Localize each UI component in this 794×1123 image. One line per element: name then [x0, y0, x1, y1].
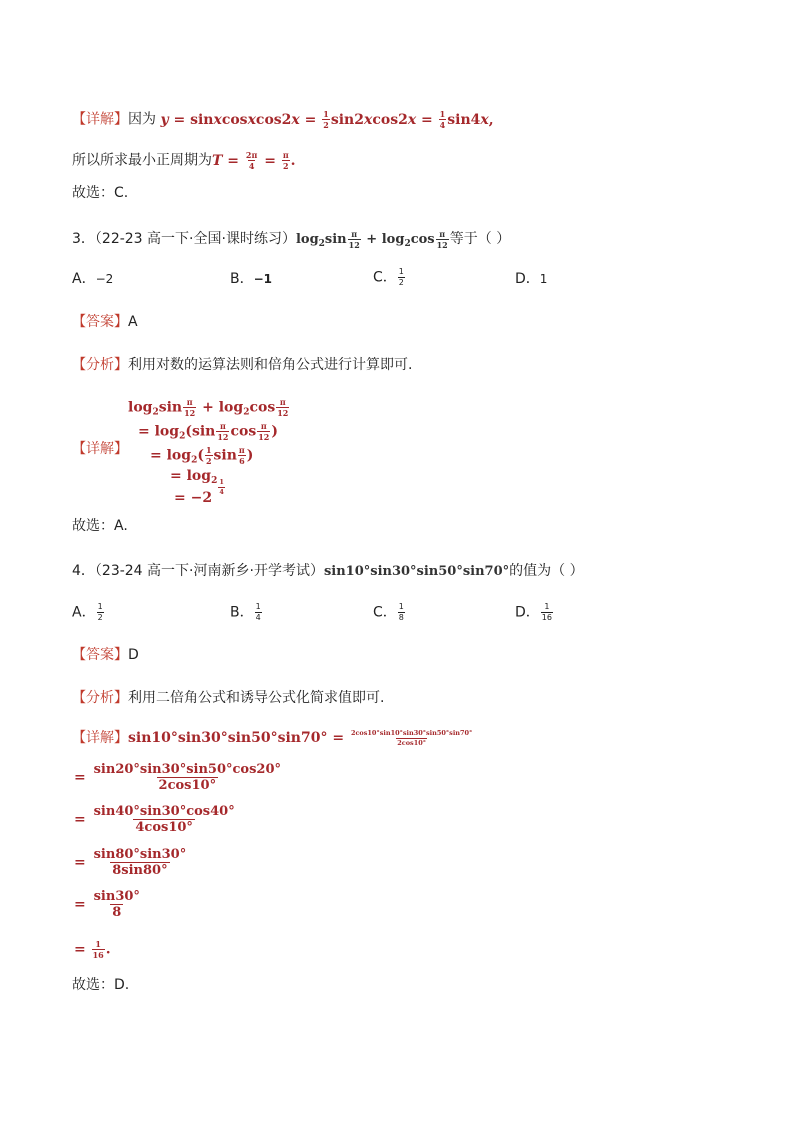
q3-derivation-2: = $\log_2(\sin$ $\frac{\pi}{12}$ cos $\frac{\pi}{12}$ ) [138, 421, 278, 442]
q2-detail-line [72, 110, 494, 129]
q4-stem [72, 564, 584, 578]
q3-option-c-fraction: $\frac{1}{2}$ [398, 267, 404, 287]
q3-expr: $\log_2\sin$ $\frac{\pi}{12}$ + $\log_2\cos$ $\frac{\pi}{12}$ [295, 229, 448, 250]
q4-choice: 故选：D. [72, 977, 130, 993]
q3-derivation-4: = $\log_2$ $\frac{1}{4}$ [170, 468, 224, 496]
detail-label: 【详解】 [72, 111, 128, 128]
detail-text: 因为 [128, 111, 156, 128]
q4-step-3: = $\frac{\sin 80^\circ\sin 30^\circ}{8\sin 80^\circ}$ [74, 847, 187, 878]
q3-option-b: B．−1 [230, 271, 273, 287]
q4-step-2: = $\frac{\sin 40^\circ\sin 30^\circ\cos 40^\circ}{4\cos 10^\circ}$ [74, 804, 235, 835]
q4-option-b: B． $\frac{1}{4}$ [230, 602, 261, 622]
q4-analysis: 【分析】利用二倍角公式和诱导公式化简求值即可. [72, 690, 385, 706]
q4-header: 4．（23-24 高一下·河南新乡·开学考试） [72, 563, 324, 579]
q3-option-d: D．1 [515, 271, 548, 287]
q4-step-1: = $\frac{\sin 20^\circ\sin 30^\circ\sin 50^\circ\cos 20^\circ}{2\cos 10^\circ}$ [74, 762, 282, 793]
q3-answer: 【答案】A [72, 314, 138, 330]
q3-derivation-5: = −2 [174, 490, 213, 506]
q4-step-5: = $\frac{1}{16}$ . [74, 939, 111, 960]
q3-option-c: C． $\frac{1}{2}$ [373, 267, 404, 287]
q4-option-a: A． $\frac{1}{2}$ [72, 602, 103, 622]
q2-choice: 故选：C. [72, 185, 129, 201]
q4-step-4: = $\frac{\sin 30^\circ}{8}$ [74, 889, 140, 920]
period-formula: T = $\frac{2\pi}{4}$ = $\frac{\pi}{2}$ . [212, 150, 296, 171]
q4-option-d: D． $\frac{1}{16}$ [515, 602, 552, 622]
q4-answer: 【答案】D [72, 647, 139, 663]
q3-stem [72, 230, 510, 249]
q4-detail-line: 【详解】sin10°sin30°sin50°sin70° = $\frac{2\cos 10^\circ\sin 10^\circ\sin 30^\circ\sin 50^\circ\sin 70^\circ}{2\cos 10^\circ}$ [72, 729, 473, 747]
q3-option-a: A．−2 [72, 271, 114, 287]
q4-tail: 的值为（ ） [509, 563, 584, 579]
q2-formula: y = sinxcosxcos2x = $\frac{1}{2}$ sin2xcos2x = $\frac{1}{4}$ sin4x, [160, 109, 494, 130]
q3-header: 3．（22-23 高一下·全国·课时练习） [72, 231, 296, 247]
q3-analysis: 【分析】利用对数的运算法则和倍角公式进行计算即可. [72, 357, 413, 373]
q3-detail-label: 【详解】 [72, 441, 128, 457]
q3-derivation-3: = $\log_2$( $\frac{1}{2}$ sin $\frac{\pi}{6}$ ) [150, 445, 254, 466]
q4-expr: sin10°sin30°sin50°sin70° [323, 564, 510, 579]
q4-detail-formula: sin10°sin30°sin50°sin70° = $\frac{2\cos 10^\circ\sin 10^\circ\sin 30^\circ\sin 50^\circ\sin 70^\circ}{2\cos 10^\circ}$ [128, 729, 473, 747]
q2-period-line [72, 151, 296, 170]
q3-derivation-1: $\log_2\sin$ $\frac{\pi}{12}$ + $\log_2\cos$ $\frac{\pi}{12}$ [128, 397, 289, 418]
q3-tail: 等于（ ） [449, 231, 511, 247]
period-text: 所以所求最小正周期为 [72, 152, 212, 169]
q4-option-c: C． $\frac{1}{8}$ [373, 602, 404, 622]
q3-choice: 故选：A. [72, 518, 128, 534]
